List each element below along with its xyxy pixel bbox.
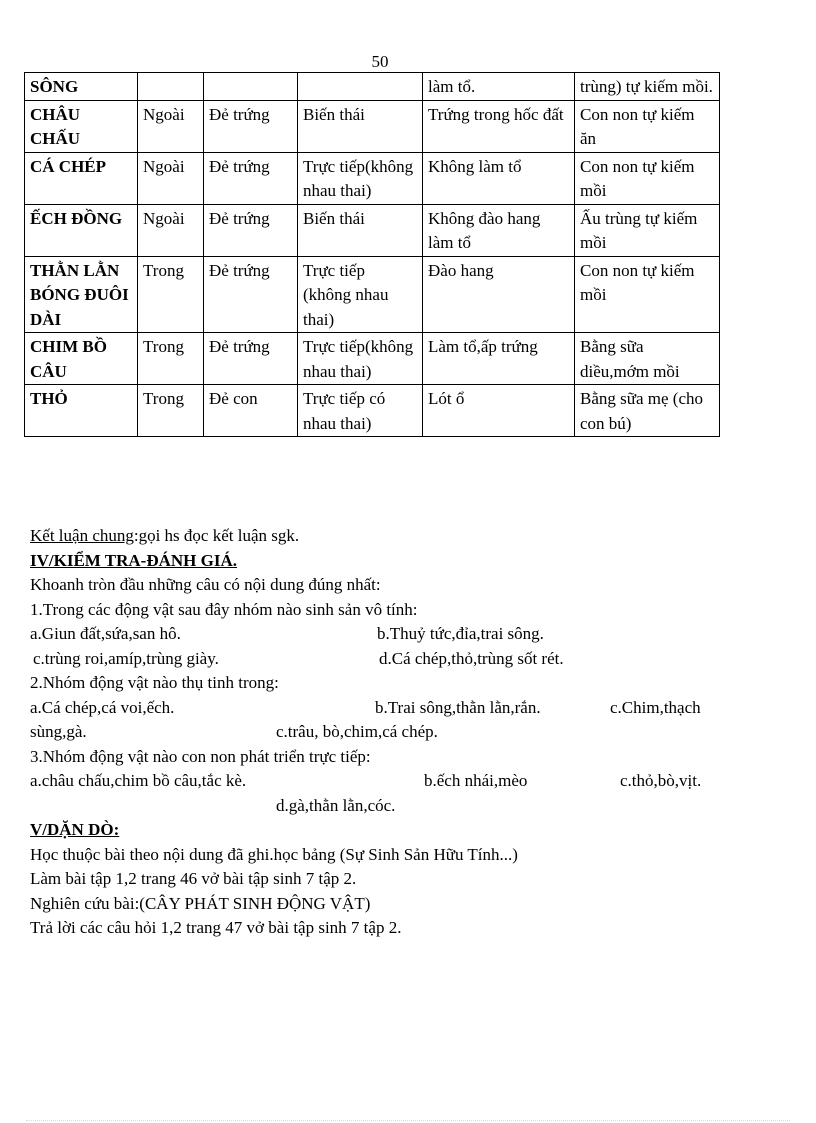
- question-3-option-a: a.châu chấu,chim bồ câu,tắc kè.: [30, 771, 247, 790]
- page-bottom-divider: [26, 1120, 790, 1121]
- cell-raising: Con non tự kiếm mồi: [575, 152, 720, 204]
- cell-reproduction: Đẻ trứng: [204, 256, 298, 333]
- question-1: 1.Trong các động vật sau đây nhóm nào sinh sản vô tính:: [30, 599, 418, 619]
- cell-development: Biến thái: [298, 100, 423, 152]
- cell-raising: Con non tự kiếm ăn: [575, 100, 720, 152]
- table-row: [25, 333, 720, 385]
- question-3: 3.Nhóm động vật nào con non phát triển trực tiếp:: [30, 746, 371, 766]
- question-3-options-row-1: [30, 769, 730, 794]
- cell-name: CHIM BỒ CÂU: [25, 333, 138, 385]
- cell-raising: Con non tự kiếm mồi: [575, 256, 720, 333]
- assessment-heading: IV/KIỂM TRA-ĐÁNH GIÁ.: [30, 550, 238, 570]
- cell-care: Không làm tổ: [423, 152, 575, 204]
- question-1-option-a: a.Giun đất,sứa,san hô.: [30, 624, 181, 643]
- cell-raising: Bằng sữa mẹ (cho con bú): [575, 385, 720, 437]
- question-3-option-d: d.gà,thằn lằn,cóc.: [276, 795, 396, 815]
- cell-reproduction: Đẻ trứng: [204, 152, 298, 204]
- cell-care: Đào hang: [423, 256, 575, 333]
- homework-line-2: Làm bài tập 1,2 trang 46 vở bài tập sinh 7 tập 2.: [30, 869, 357, 888]
- cell-raising: trùng) tự kiếm mồi.: [575, 73, 720, 101]
- cell-development: Trực tiếp có nhau thai): [298, 385, 423, 437]
- question-2-option-a: a.Cá chép,cá voi,ếch.: [30, 697, 175, 717]
- question-2-options-row-2: [30, 720, 730, 745]
- question-2-option-c-continued: sùng,gà.: [30, 722, 87, 741]
- table-row: [25, 73, 720, 101]
- table-row: [25, 100, 720, 152]
- question-2: 2.Nhóm động vật nào thụ tinh trong:: [30, 673, 279, 692]
- homework-line-1: Học thuộc bài theo nội dung đã ghi.học bảng (Sự Sinh Sản Hữu Tính...): [30, 844, 518, 864]
- cell-development: Trực tiếp (không nhau thai): [298, 256, 423, 333]
- conclusion-label: Kết luận chung: [30, 526, 134, 545]
- question-3-option-b: b.ếch nhái,mèo: [424, 771, 528, 790]
- page-number: 50: [371, 52, 389, 71]
- table-row: [25, 385, 720, 437]
- cell-care: Không đào hang làm tổ: [423, 204, 575, 256]
- cell-care: Làm tổ,ấp trứng: [423, 333, 575, 385]
- homework-line-4: Trả lời các câu hỏi 1,2 trang 47 vở bài tập sinh 7 tập 2.: [30, 918, 402, 937]
- cell-reproduction: Đẻ con: [204, 385, 298, 437]
- cell-fertilization: Trong: [138, 333, 204, 385]
- cell-raising: Ấu trùng tự kiếm mồi: [575, 204, 720, 256]
- cell-reproduction: [204, 73, 298, 101]
- cell-name: THẰN LẰN BÓNG ĐUÔI DÀI: [25, 256, 138, 333]
- cell-name: CHÂU CHẤU: [25, 100, 138, 152]
- cell-fertilization: Trong: [138, 256, 204, 333]
- cell-care: làm tổ.: [423, 73, 575, 101]
- question-1-options-row-2: [30, 647, 730, 672]
- cell-name: ẾCH ĐỒNG: [25, 204, 138, 256]
- cell-care: Trứng trong hốc đất: [423, 100, 575, 152]
- cell-development: Trực tiếp(không nhau thai): [298, 152, 423, 204]
- question-1-option-b: b.Thuỷ tức,đỉa,trai sông.: [377, 624, 544, 643]
- question-1-option-c: c.trùng roi,amíp,trùng giày.: [33, 648, 219, 668]
- cell-development: [298, 73, 423, 101]
- question-3-options-row-2: [30, 794, 730, 819]
- table-row: [25, 204, 720, 256]
- table-row: [25, 152, 720, 204]
- question-3-option-c: c.thỏ,bò,vịt.: [620, 771, 702, 790]
- cell-name: THỎ: [25, 385, 138, 437]
- question-2-option-b: b.Trai sông,thằn lằn,rắn.: [375, 697, 541, 717]
- lesson-content: [30, 524, 730, 941]
- cell-development: Biến thái: [298, 204, 423, 256]
- table-row: [25, 256, 720, 333]
- homework-heading: V/DẶN DÒ:: [30, 820, 120, 839]
- question-2-option-d: c.trâu, bò,chim,cá chép.: [276, 722, 438, 741]
- cell-fertilization: Ngoài: [138, 152, 204, 204]
- reproduction-table: [24, 72, 720, 437]
- question-2-options-row-1: [30, 696, 730, 721]
- cell-fertilization: Trong: [138, 385, 204, 437]
- question-1-options-row-1: [30, 622, 730, 647]
- homework-line-3: Nghiên cứu bài:(CÂY PHÁT SINH ĐỘNG VẬT): [30, 893, 371, 913]
- cell-reproduction: Đẻ trứng: [204, 204, 298, 256]
- cell-name: SÔNG: [25, 73, 138, 101]
- cell-reproduction: Đẻ trứng: [204, 333, 298, 385]
- assessment-instruction: Khoanh tròn đầu những câu có nội dung đúng nhất:: [30, 575, 381, 594]
- conclusion-text: :gọi hs đọc kết luận sgk.: [133, 526, 300, 545]
- cell-care: Lót ổ: [423, 385, 575, 437]
- cell-fertilization: Ngoài: [138, 100, 204, 152]
- cell-development: Trực tiếp(không nhau thai): [298, 333, 423, 385]
- cell-fertilization: Ngoài: [138, 204, 204, 256]
- question-2-option-c: c.Chim,thạch: [610, 697, 701, 717]
- cell-fertilization: [138, 73, 204, 101]
- cell-raising: Bằng sữa diều,mớm mồi: [575, 333, 720, 385]
- question-1-option-d: d.Cá chép,thỏ,trùng sốt rét.: [379, 648, 564, 668]
- conclusion: [30, 524, 730, 549]
- cell-name: CÁ CHÉP: [25, 152, 138, 204]
- cell-reproduction: Đẻ trứng: [204, 100, 298, 152]
